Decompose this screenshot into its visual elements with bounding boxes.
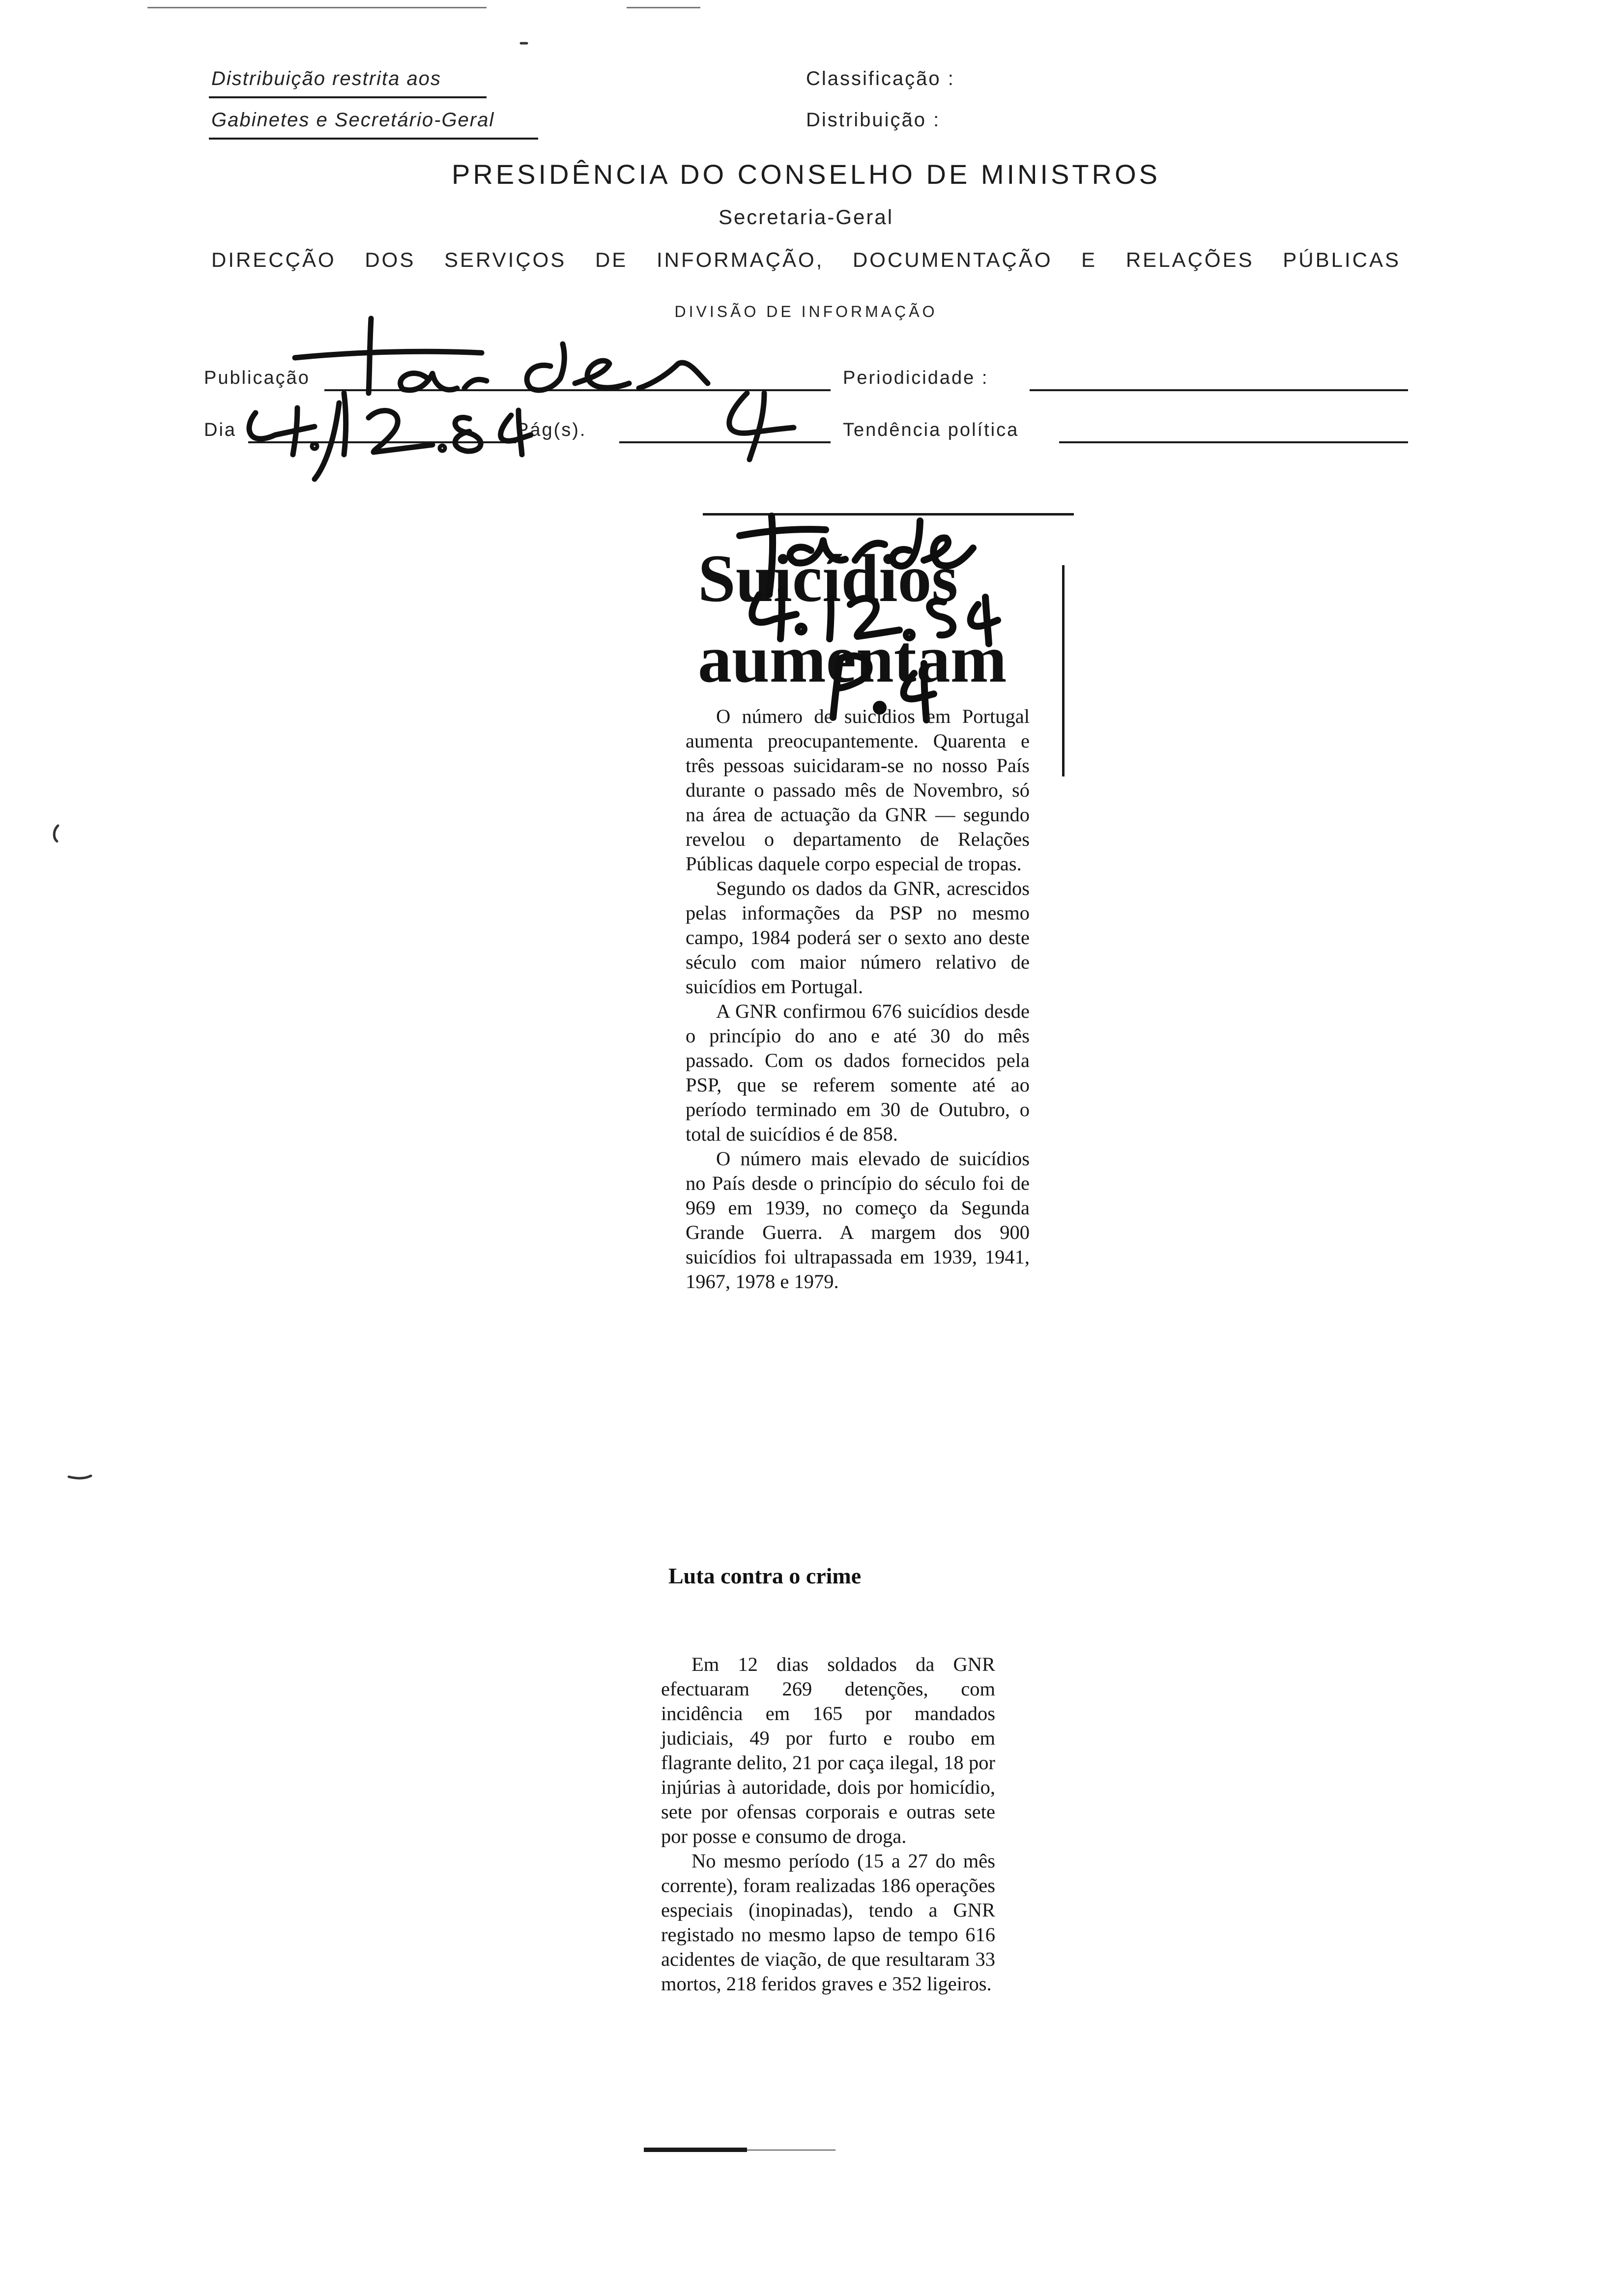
- institution-subtitle: Secretaria-Geral: [718, 205, 894, 229]
- article2-paragraph: No mesmo período (15 a 27 do mês corrente), foram realizadas 186 operações especiais (inopinadas), tendo a GNR registado no mesmo lapso de tempo 616 acidentes de viação, de que resultaram 33 mortos, 218 feridos graves e 352 ligeiros.: [661, 1850, 995, 1995]
- article-paragraph: O número de suicídios em Portugal aumenta preocupantemente. Quarenta e três pessoas suicidaram-se no nosso País durante o passado mês de Novembro, só na área de actuação da GNR — segundo revelou o departamento de Relações Públicas daquele corpo especial de tropas.: [686, 705, 1030, 875]
- publication-label: Publicação: [204, 368, 310, 388]
- headline-line1: Suicídios: [698, 541, 958, 616]
- article2-paragraph: Em 12 dias soldados da GNR efectuaram 269 detenções, com incidência em 165 por mandados judiciais, 49 por furto e roubo em flagrante delito, 21 por caça ilegal, 18 por injúrias à autoridade, dois por homicídio, sete por ofensas corporais e outras sete por posse e consumo de droga.: [661, 1653, 995, 1847]
- directorate-name: DIRECÇÃO DOS SERVIÇOS DE INFORMAÇÃO, DOCUMENTAÇÃO E RELAÇÕES PÚBLICAS: [211, 248, 1401, 271]
- classification-label: Classificação :: [806, 68, 955, 89]
- periodicity-label: Periodicidade :: [843, 368, 989, 388]
- article-paragraph: A GNR confirmou 676 suicídios desde o princípio do ano e até 30 do mês passado. Com os dados fornecidos pela PSP, que se referem somente até ao período terminado em 30 de Outubro, o total de suicídios é de 858.: [686, 1000, 1030, 1145]
- article2-title: Luta contra o crime: [668, 1563, 862, 1588]
- distribution-restricted-line2: Gabinetes e Secretário-Geral: [211, 109, 495, 131]
- day-label: Dia: [204, 420, 237, 440]
- division-name: DIVISÃO DE INFORMAÇÃO: [674, 303, 938, 320]
- political-tendency-label: Tendência política: [843, 420, 1019, 440]
- headline-line2: aumentam: [698, 621, 1007, 696]
- article-paragraph: O número mais elevado de suicídios no País desde o princípio do século foi de 969 em 1939, no começo da Segunda Grande Guerra. A margem dos 900 suicídios foi ultrapassada em 1939, 1941, 1967, 1978 e 1979.: [686, 1148, 1030, 1292]
- distribution-restricted-line1: Distribuição restrita aos: [211, 68, 441, 89]
- institution-title: PRESIDÊNCIA DO CONSELHO DE MINISTROS: [452, 159, 1160, 190]
- article-paragraph: Segundo os dados da GNR, acrescidos pelas informações da PSP no mesmo campo, 1984 poderá ser o sexto ano deste século com maior número relativo de suicídios em Portugal.: [686, 877, 1030, 998]
- pages-label: Pág(s).: [516, 420, 587, 440]
- distribution-label: Distribuição :: [806, 109, 941, 131]
